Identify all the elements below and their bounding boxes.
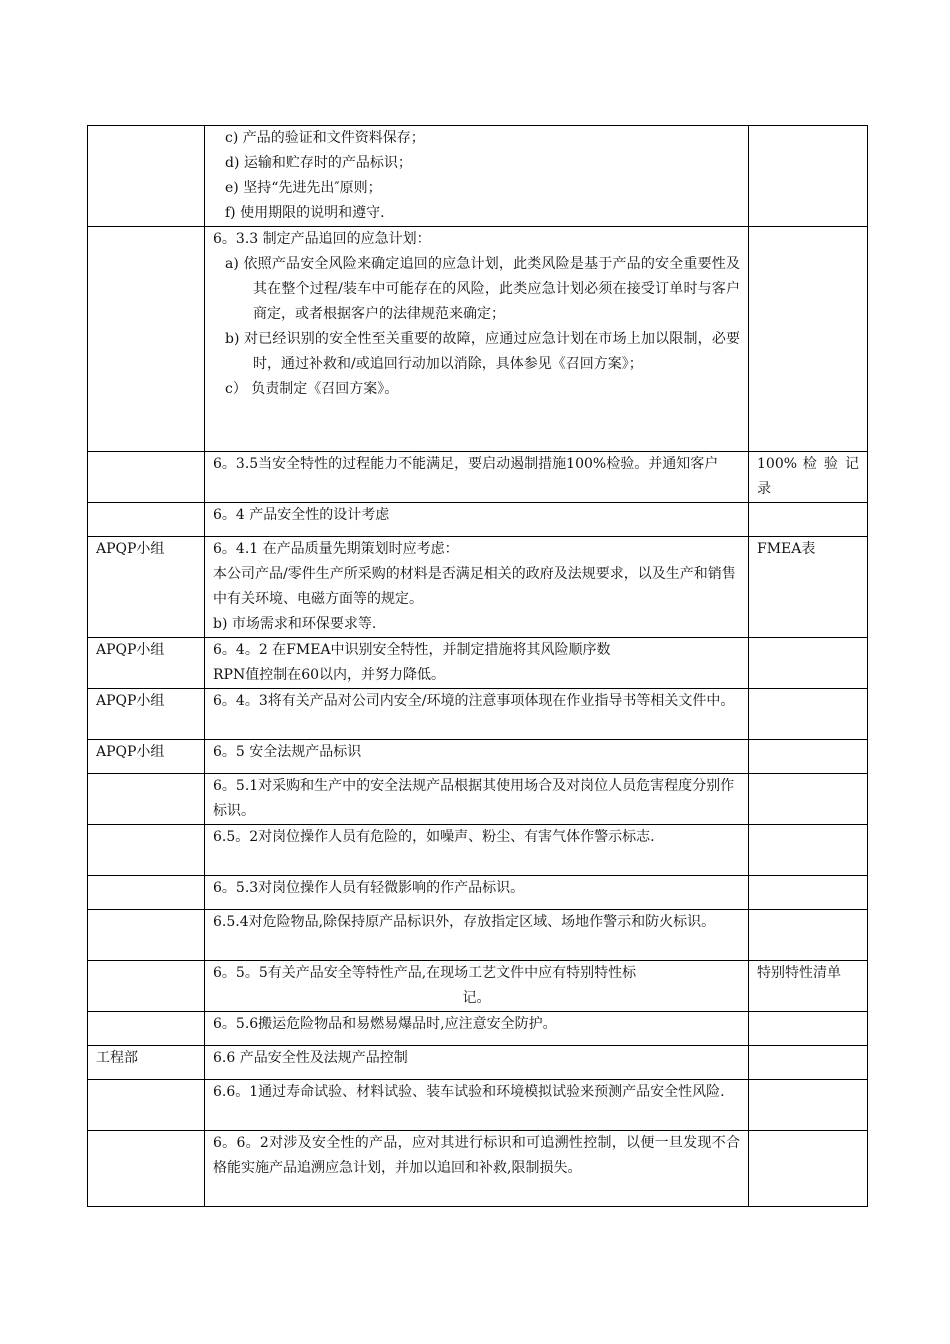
responsible-cell	[88, 1080, 205, 1131]
table-row	[88, 740, 868, 774]
responsible-cell	[88, 227, 205, 452]
content-cell: 6.6 产品安全性及法规产品控制	[205, 1046, 749, 1080]
record-cell	[749, 910, 868, 961]
list-item: c） 负责制定《召回方案》。	[225, 381, 399, 397]
content-cell	[205, 126, 749, 227]
record-cell	[749, 126, 868, 227]
responsible-cell	[88, 825, 205, 876]
content-cell	[205, 961, 749, 1012]
responsible-cell: APQP小组	[88, 689, 205, 740]
content-cell: 6.6。1通过寿命试验、材料试验、装车试验和环境模拟试验来预测产品安全性风险.	[205, 1080, 749, 1131]
record-cell	[749, 876, 868, 910]
list-item: f) 使用期限的说明和遵守.	[225, 205, 385, 221]
content-cell: 6。3.5当安全特性的过程能力不能满足，要启动遏制措施100%检验。并通知客户	[205, 452, 749, 503]
content-cell	[205, 638, 749, 689]
table-row	[88, 825, 868, 876]
record-cell	[749, 825, 868, 876]
table-row	[88, 910, 868, 961]
record-cell	[749, 774, 868, 825]
responsible-cell	[88, 774, 205, 825]
section-heading: 6。4.1 在产品质量先期策划时应考虑：	[213, 541, 459, 557]
table-row	[88, 876, 868, 910]
list-item: e) 坚持“先进先出″原则；	[225, 180, 382, 196]
responsible-cell: APQP小组	[88, 537, 205, 638]
responsible-cell: APQP小组	[88, 638, 205, 689]
paragraph: 本公司产品/零件生产所采购的材料是否满足相关的政府及法规要求，以及生产和销售中有关环境、电磁方面等的规定。	[213, 566, 736, 607]
list-item: b) 市场需求和环保要求等.	[213, 616, 377, 632]
record-cell	[749, 227, 868, 452]
content-cell: 6。6。2对涉及安全性的产品，应对其进行标识和可追溯性控制，以便一旦发现不合格能实施产品追溯应急计划，并加以追回和补救,限制损失。	[205, 1131, 749, 1207]
table-row	[88, 1080, 868, 1131]
content-cell: 6。5.6搬运危险物品和易燃易爆品时,应注意安全防护。	[205, 1012, 749, 1046]
record-cell	[749, 740, 868, 774]
paragraph: 6。5。5有关产品安全等特性产品,在现场工艺文件中应有特别特性标	[213, 965, 637, 981]
list-item: b) 对已经识别的安全性至关重要的故障，应通过应急计划在市场上加以限制，必要时，通过补救和/或追回行动加以消除，具体参见《召回方案》；	[225, 331, 740, 372]
content-cell	[205, 227, 749, 452]
table-row	[88, 126, 868, 227]
table-row	[88, 227, 868, 452]
paragraph: RPN值控制在60以内，并努力降低。	[213, 667, 446, 683]
content-cell: 6。4。3将有关产品对公司内安全/环境的注意事项体现在作业指导书等相关文件中。	[205, 689, 749, 740]
content-cell: 6.5.4对危险物品,除保持原产品标识外，存放指定区域、场地作警示和防火标识。	[205, 910, 749, 961]
record-cell: FMEA表	[749, 537, 868, 638]
responsible-cell: 工程部	[88, 1046, 205, 1080]
record-cell	[749, 503, 868, 537]
list-item: c) 产品的验证和文件资料保存；	[225, 130, 425, 146]
table-row	[88, 689, 868, 740]
table-row	[88, 1012, 868, 1046]
responsible-cell	[88, 1131, 205, 1207]
responsible-cell	[88, 910, 205, 961]
record-cell	[749, 689, 868, 740]
content-cell: 6.5。2对岗位操作人员有危险的，如噪声、粉尘、有害气体作警示标志.	[205, 825, 749, 876]
table-row	[88, 537, 868, 638]
table-row	[88, 961, 868, 1012]
list-item: a) 依照产品安全风险来确定追回的应急计划，此类风险是基于产品的安全重要性及其在整个过程/装车中可能存在的风险，此类应急计划必须在接受订单时与客户商定，或者根据客户的法律规范来确定；	[225, 256, 740, 322]
record-cell: 特别特性清单	[749, 961, 868, 1012]
table-row	[88, 452, 868, 503]
responsible-cell	[88, 126, 205, 227]
responsible-cell	[88, 876, 205, 910]
table-row	[88, 503, 868, 537]
record-cell: 100% 检 验 记录	[749, 452, 868, 503]
content-cell	[205, 537, 749, 638]
table-row	[88, 1131, 868, 1207]
list-item: d) 运输和贮存时的产品标识；	[225, 155, 412, 171]
paragraph: 6。4。2 在FMEA中识别安全特性，并制定措施将其风险顺序数	[213, 642, 611, 658]
responsible-cell	[88, 961, 205, 1012]
content-cell: 6。5.1对采购和生产中的安全法规产品根据其使用场合及对岗位人员危害程度分别作标识。	[205, 774, 749, 825]
record-cell	[749, 1131, 868, 1207]
responsible-cell	[88, 503, 205, 537]
record-cell	[749, 1012, 868, 1046]
responsible-cell: APQP小组	[88, 740, 205, 774]
record-cell	[749, 638, 868, 689]
record-cell	[749, 1080, 868, 1131]
table-row	[88, 1046, 868, 1080]
responsible-cell	[88, 452, 205, 503]
procedure-table	[87, 125, 868, 1207]
content-cell: 6。5 安全法规产品标识	[205, 740, 749, 774]
paragraph: 记。	[462, 990, 491, 1006]
content-cell: 6。5.3对岗位操作人员有轻微影响的作产品标识。	[205, 876, 749, 910]
section-heading: 6。3.3 制定产品追回的应急计划：	[213, 231, 431, 247]
table-row	[88, 638, 868, 689]
responsible-cell	[88, 1012, 205, 1046]
table-row	[88, 774, 868, 825]
content-cell: 6。4 产品安全性的设计考虑	[205, 503, 749, 537]
record-cell	[749, 1046, 868, 1080]
